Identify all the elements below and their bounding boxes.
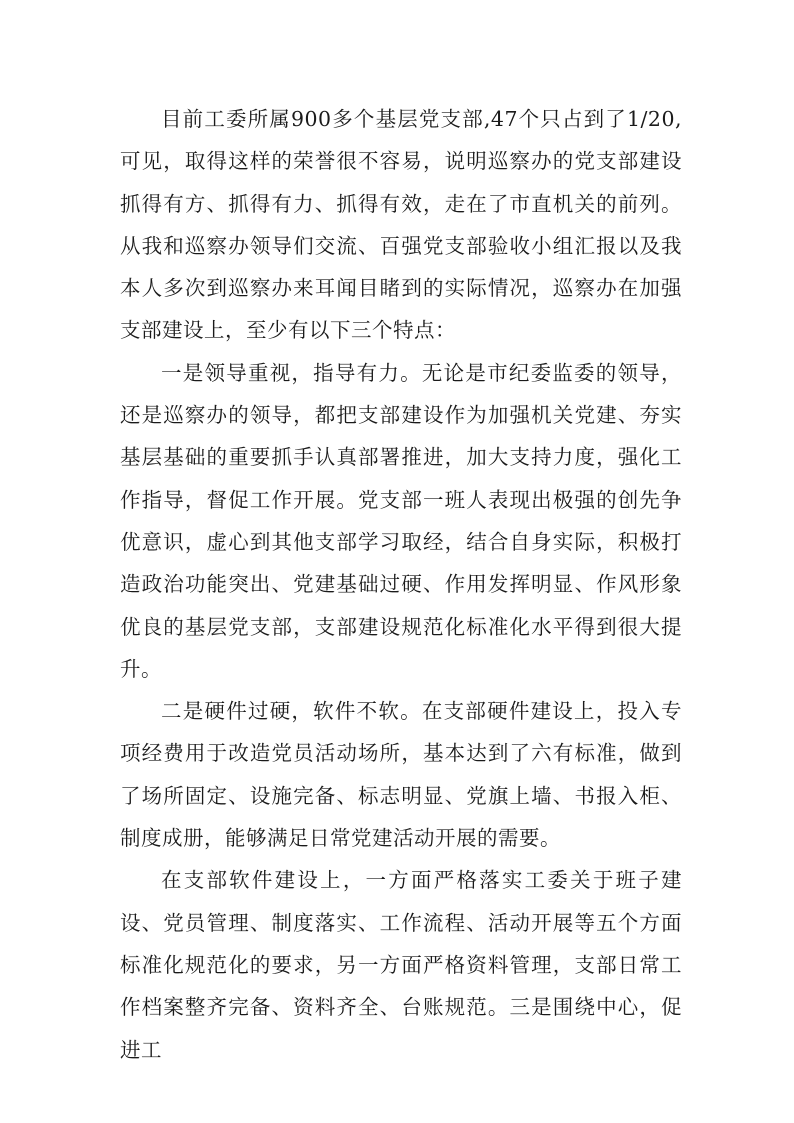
document-body <box>120 98 682 1071</box>
paragraph-software: 在支部软件建设上，一方面严格落实工委关于班子建设、党员管理、制度落实、工作流程、活动开展等五个方面标准化规范化的要求，另一方面严格资料管理，支部日常工作档案整齐完备、资料齐全、台账规范。三是围绕中心，促进工 <box>120 868 682 1062</box>
paragraph-point-two: 二是硬件过硬，软件不软。在支部硬件建设上，投入专项经费用于改造党员活动场所，基本达到了六有标准，做到了场所固定、设施完备、标志明显、党旗上墙、书报入柜、制度成册，能够满足日常党建活动开展的需要。 <box>120 699 682 851</box>
paragraph-intro: 目前工委所属900多个基层党支部,47个只占到了1/20,可见，取得这样的荣誉很不容易，说明巡察办的党支部建设抓得有方、抓得有力、抓得有效，走在了市直机关的前列。从我和巡察办领导们交流、百强党支部验收小组汇报以及我本人多次到巡察办来耳闻目睹到的实际情况，巡察办在加强支部建设上，至少有以下三个特点： <box>120 107 682 343</box>
paragraph-point-one: 一是领导重视，指导有力。无论是市纪委监委的领导，还是巡察办的领导，都把支部建设作为加强机关党建、夯实基层基础的重要抓手认真部署推进，加大支持力度，强化工作指导，督促工作开展。党支部一班人表现出极强的创先争优意识，虚心到其他支部学习取经，结合自身实际，积极打造政治功能突出、党建基础过硬、作用发挥明显、作风形象优良的基层党支部，支部建设规范化标准化水平得到很大提升。 <box>120 360 682 681</box>
